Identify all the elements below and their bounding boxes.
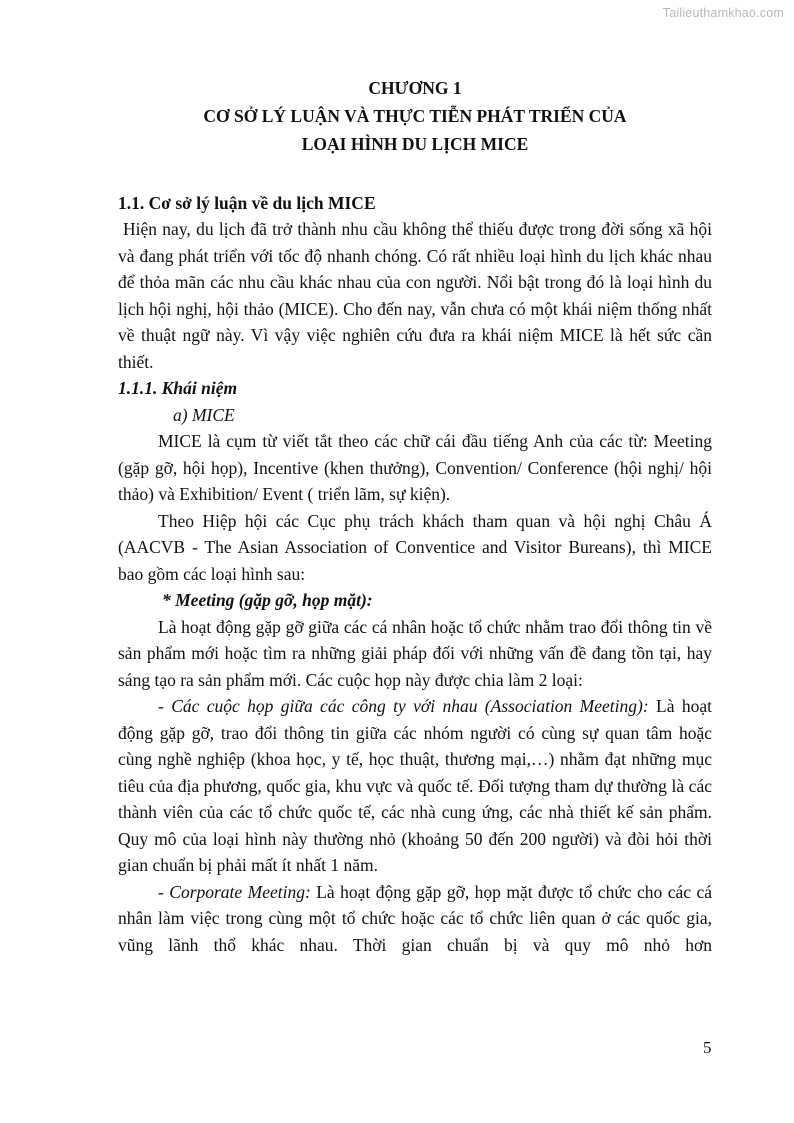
intro-paragraph: Hiện nay, du lịch đã trở thành nhu cầu không thể thiếu được trong đời sống xã hội và đang phát triển với tốc độ nhanh chóng. Có rất nhiều loại hình du lịch khác nhau để thỏa mãn các nhu cầu khác nhau của con người. Nổi bật trong đó là loại hình du lịch hội nghị, hội thảo (MICE). Cho đến nay, vẫn chưa có một khái niệm thống nhất về thuật ngữ này. Vì vậy việc nghiên cứu đưa ra khái niệm MICE là hết sức cần thiết.	[118, 219, 712, 372]
corporate-meeting-text: Là hoạt động gặp gỡ, họp mặt được tổ chức cho các cá nhân làm việc trong cùng một tổ chức hoặc các tổ chức liên quan ở các quốc gia, vũng lãnh thổ khác nhau. Thời gian chuẩn bị và quy mô nhỏ hơn	[118, 881, 712, 955]
section-heading-1-1: 1.1. Cơ sở lý luận về du lịch MICE	[118, 193, 376, 213]
association-meeting-text: Là hoạt động gặp gỡ, trao đổi thông tin giữa các nhóm người có cùng sự quan tâm hoặc cùng nghề nghiệp (khoa học, y tế, học thuật, thương mại,…) nhằm đạt những mục tiêu của địa phương, quốc gia, khu vực và quốc tế. Đối tượng tham dự thường là các thành viên của các tổ chức quốc tế, các nhà cung ứng, các nhà thiết kế sản phẩm. Quy mô của loại hình này thường nhỏ (khoảng 50 đến 200 người) và đòi hỏi thời gian chuẩn bị phải mất ít nhất 1 năm.	[118, 696, 712, 875]
aacvb-paragraph: Theo Hiệp hội các Cục phụ trách khách tham quan và hội nghị Châu Á (AACVB - The Asian Association of Conventice and Visitor Bureans), thì MICE bao gồm các loại hình sau:	[118, 510, 712, 584]
meeting-heading: * Meeting (gặp gỡ, họp mặt):	[162, 590, 373, 610]
watermark: Tailieuthamkhao.com	[662, 6, 784, 20]
chapter-number: CHƯƠNG 1	[368, 78, 462, 98]
meeting-paragraph: Là hoạt động gặp gỡ giữa các cá nhân hoặc tổ chức nhằm trao đổi thông tin về sản phẩm mới hoặc tìm ra những giải pháp đối với những vấn đề đang tồn tại, hay sáng tạo ra sản phẩm mới. Các cuộc họp này được chia làm 2 loại:	[118, 616, 712, 690]
association-meeting-paragraph	[118, 693, 712, 879]
chapter-heading	[118, 74, 712, 158]
subsection-heading-1-1-1: 1.1.1. Khái niệm	[118, 378, 238, 398]
corporate-meeting-paragraph	[118, 879, 712, 959]
chapter-title-line-1: CƠ SỞ LÝ LUẬN VÀ THỰC TIỄN PHÁT TRIỂN CỦA	[203, 106, 627, 126]
corporate-meeting-label: - Corporate Meeting:	[158, 881, 311, 902]
list-item-a-mice: a) MICE	[173, 404, 235, 425]
association-meeting-label: - Các cuộc họp giữa các công ty với nhau (Association Meeting):	[158, 696, 649, 716]
page-number: 5	[703, 1038, 712, 1057]
mice-definition-paragraph: MICE là cụm từ viết tắt theo các chữ cái đầu tiếng Anh của các từ: Meeting (gặp gỡ, hội họp), Incentive (khen thưởng), Convention/ Conference (hội nghị/ hội thảo) và Exhibition/ Event ( triển lãm, sự kiện).	[118, 431, 712, 504]
chapter-title-line-2: LOẠI HÌNH DU LỊCH MICE	[301, 134, 529, 154]
document-page	[118, 74, 712, 958]
